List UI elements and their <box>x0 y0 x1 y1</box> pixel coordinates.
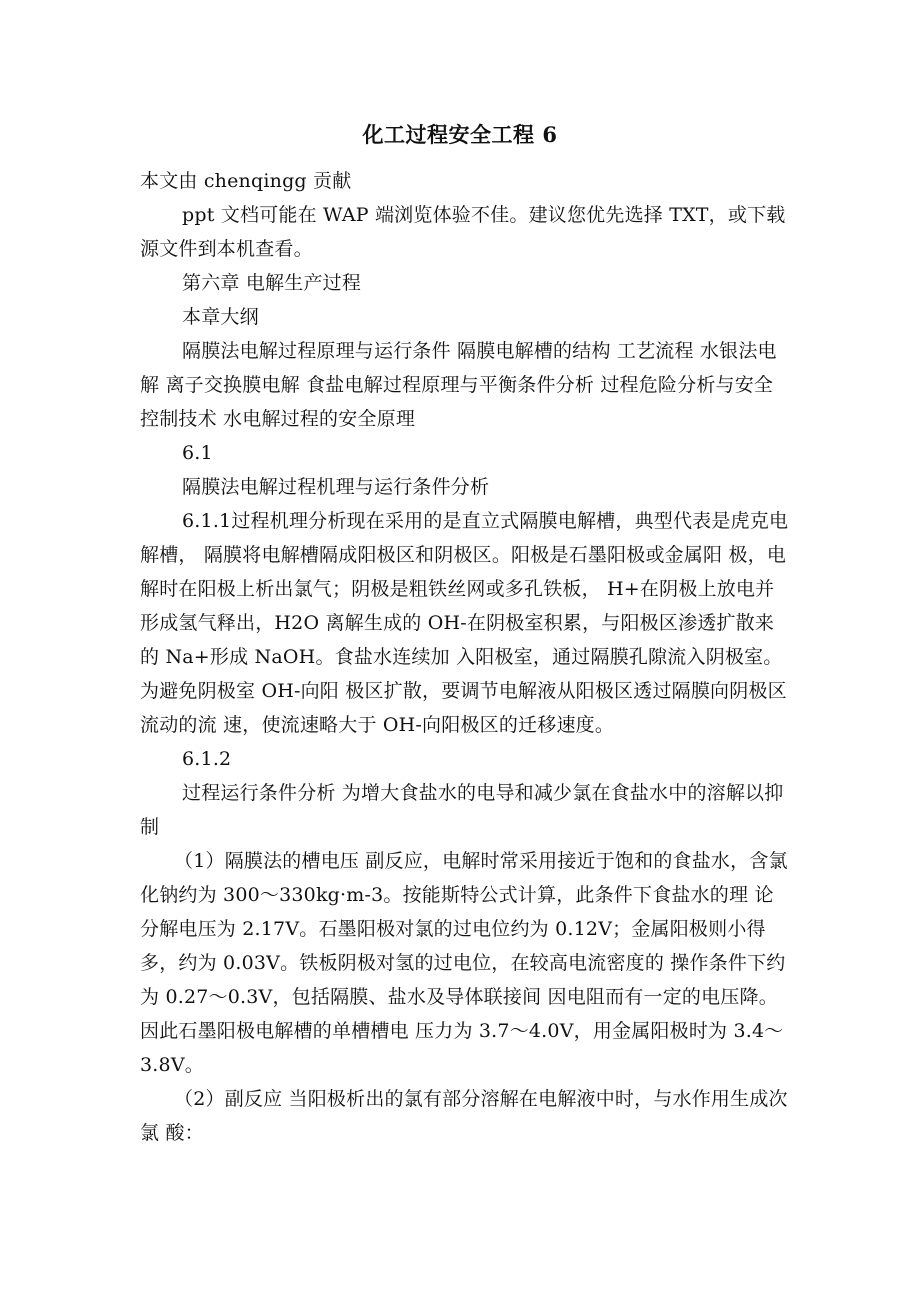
format-notice: ppt 文档可能在 WAP 端浏览体验不佳。建议您优先选择 TXT，或下载源文件到本机查看。 <box>140 204 786 260</box>
cell-voltage-paragraph: （1）隔膜法的槽电压 副反应，电解时常采用接近于饱和的食盐水，含氯化钠约为 300～330kg·m-3。按能斯特公式计算，此条件下食盐水的理 论分解电压为 2.17V。石墨阳极对氯的过电位约为 0.12V；金属阳极则小得多，约为 0.03V。铁板阴极对氢的过电位，在较高电流密度的 操作条件下约为 0.27～0.3V，包括隔膜、盐水及导体联接间 因电阻而有一定的电压降。因此石墨阳极电解槽的单槽槽电 压力为 3.7～4.0V，用金属阳极时为 3.4～3.8V。 <box>140 850 788 1076</box>
document-body <box>140 164 790 1150</box>
section-number-6-1-2: 6.1.2 <box>182 748 232 770</box>
side-reaction-paragraph: （2）副反应 当阳极析出的氯有部分溶解在电解液中时，与水作用生成次氯 酸： <box>140 1088 788 1144</box>
contributor-line: 本文由 chenqingg 贡献 <box>140 170 352 192</box>
outline-paragraph: 隔膜法电解过程原理与运行条件 隔膜电解槽的结构 工艺流程 水银法电解 离子交换膜电解 食盐电解过程原理与平衡条件分析 过程危险分析与安全控制技术 水电解过程的安全原理 <box>140 340 777 430</box>
document-title: 化工过程安全工程 6 <box>362 122 558 147</box>
section-heading-6-1: 隔膜法电解过程机理与运行条件分析 <box>182 476 490 498</box>
outline-heading: 本章大纲 <box>182 306 259 328</box>
conditions-paragraph: 过程运行条件分析 为增大食盐水的电导和减少氯在食盐水中的溶解以抑制 <box>140 782 784 838</box>
mechanism-paragraph: 6.1.1过程机理分析现在采用的是直立式隔膜电解槽，典型代表是虎克电解槽， 隔膜将电解槽隔成阳极区和阴极区。阳极是石墨阳极或金属阳 极，电解时在阳极上析出氯气；阴极是粗铁丝网或多孔铁板， H+在阴极上放电并形成氢气释出，H2O 离解生成的 OH-在阴极室积累，与阳极区渗透扩散来的 Na+形成 NaOH。食盐水连续加 入阳极室，通过隔膜孔隙流入阴极室。为避免阴极室 OH-向阳 极区扩散，要调节电解液从阳极区透过隔膜向阴极区流动的流 速，使流速略大于 OH-向阳极区的迁移速度。 <box>140 510 789 736</box>
chapter-heading: 第六章 电解生产过程 <box>182 272 362 294</box>
section-number-6-1: 6.1 <box>182 442 213 464</box>
